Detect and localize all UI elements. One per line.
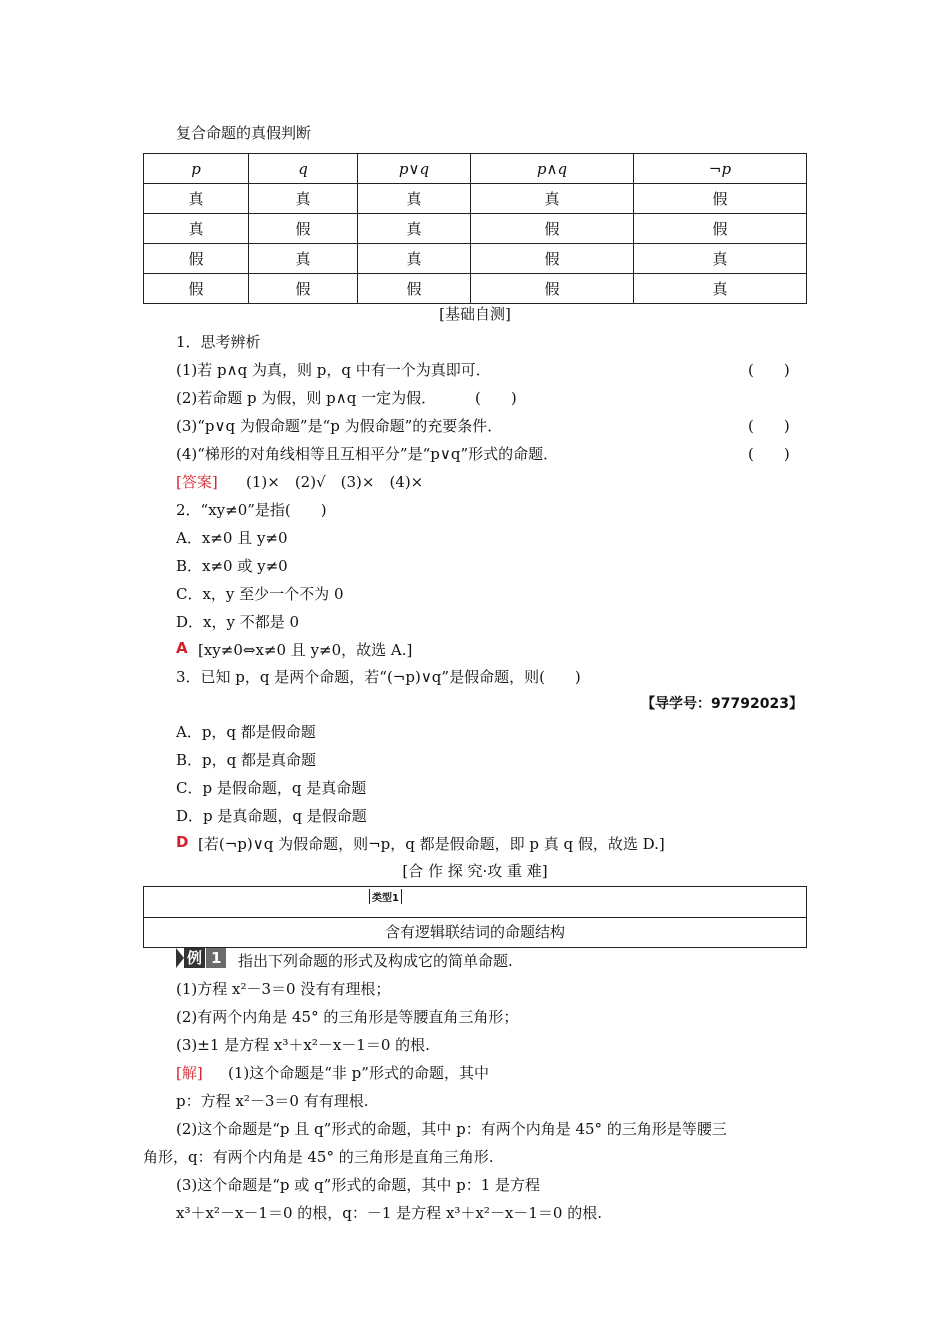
table-cell: 假 xyxy=(249,274,358,304)
truth-table xyxy=(143,153,807,304)
q3-option-d: D．p 是真命题，q 是假命题 xyxy=(176,807,367,825)
solution-line-6: x³＋x²－x－1＝0 的根，q：－1 是方程 x³＋x²－x－1＝0 的根. xyxy=(176,1204,602,1222)
q1-item-2-paren: ( ) xyxy=(475,389,517,407)
triangle-arrow-icon xyxy=(176,948,184,968)
q3-answer-letter: D xyxy=(176,833,189,851)
solution-line-2: p：方程 x²－3＝0 有有理根. xyxy=(176,1092,369,1110)
table-row xyxy=(144,274,807,304)
self-test-heading: [基础自测] xyxy=(439,305,511,323)
q3-option-a: A．p，q 都是假命题 xyxy=(176,723,316,741)
q3-guide-number: 【导学号：97792023】 xyxy=(641,696,803,712)
table-cell: 假 xyxy=(471,244,634,274)
q2-option-c: C．x，y 至少一个不为 0 xyxy=(176,585,344,603)
coop-heading: [合 作 探 究·攻 重 难] xyxy=(402,862,548,880)
table-cell: 真 xyxy=(634,274,807,304)
type-tag: 类型1 xyxy=(369,889,402,904)
table-header-cell: p∨q xyxy=(358,154,471,184)
solution-label: [解] xyxy=(176,1064,203,1082)
table-header-cell: ¬p xyxy=(634,154,807,184)
table-row xyxy=(144,184,807,214)
q1-item-1: (1)若 p∧q 为真，则 p，q 中有一个为真即可． xyxy=(176,361,491,379)
q1-item-2: (2)若命题 p 为假，则 p∧q 一定为假． xyxy=(176,389,437,407)
table-cell: 真 xyxy=(249,184,358,214)
table-cell: 假 xyxy=(358,274,471,304)
table-cell: 真 xyxy=(358,184,471,214)
table-header-cell: q xyxy=(249,154,358,184)
table-row xyxy=(144,214,807,244)
q1-item-3: (3)“p∨q 为假命题”是“p 为假命题”的充要条件． xyxy=(176,417,503,435)
table-cell: 真 xyxy=(471,184,634,214)
table-cell: 假 xyxy=(144,244,249,274)
q3-title: 3．已知 p，q 是两个命题，若“(¬p)∨q”是假命题，则( ) xyxy=(176,668,581,686)
example-item-1: (1)方程 x²－3＝0 没有有理根； xyxy=(176,980,391,998)
table-cell: 真 xyxy=(144,184,249,214)
type-box-divider xyxy=(144,917,806,918)
q1-answer-text: (1)× (2)√ (3)× (4)× xyxy=(246,473,424,491)
q2-option-a: A．x≠0 且 y≠0 xyxy=(176,529,288,547)
table-cell: 真 xyxy=(249,244,358,274)
section-heading: 复合命题的真假判断 xyxy=(176,124,312,142)
table-cell: 真 xyxy=(144,214,249,244)
q3-option-c: C．p 是假命题，q 是真命题 xyxy=(176,779,367,797)
type-box-title: 含有逻辑联结词的命题结构 xyxy=(384,923,565,941)
table-cell: 假 xyxy=(144,274,249,304)
table-header-cell: p∧q xyxy=(471,154,634,184)
solution-line-1: (1)这个命题是“非 p”形式的命题，其中 xyxy=(228,1064,489,1082)
example-item-3: (3)±1 是方程 x³＋x²－x－1＝0 的根. xyxy=(176,1036,430,1054)
table-cell: 假 xyxy=(471,274,634,304)
example-word: 例 xyxy=(184,948,205,968)
table-cell: 假 xyxy=(634,214,807,244)
q2-option-d: D．x，y 不都是 0 xyxy=(176,613,300,631)
q3-answer-text: [若(¬p)∨q 为假命题，则¬p，q 都是假命题，即 p 真 q 假，故选 D.] xyxy=(198,835,665,853)
table-cell: 假 xyxy=(471,214,634,244)
q3-option-b: B．p，q 都是真命题 xyxy=(176,751,316,769)
example-number: 1 xyxy=(206,948,226,968)
solution-line-5: (3)这个命题是“p 或 q”形式的命题，其中 p：1 是方程 xyxy=(176,1176,541,1194)
example-prompt: 指出下列命题的形式及构成它的简单命题. xyxy=(238,952,513,970)
q1-title: 1．思考辨析 xyxy=(176,333,261,351)
q1-item-3-paren: ( ) xyxy=(748,417,790,435)
q1-item-1-paren: ( ) xyxy=(748,361,790,379)
table-cell: 真 xyxy=(358,244,471,274)
table-cell: 假 xyxy=(249,214,358,244)
solution-line-4: 角形，q：有两个内角是 45° 的三角形是直角三角形. xyxy=(143,1148,494,1166)
q1-item-4: (4)“梯形的对角线相等且互相平分”是“p∨q”形式的命题． xyxy=(176,445,559,463)
table-cell: 假 xyxy=(634,184,807,214)
q1-item-4-paren: ( ) xyxy=(748,445,790,463)
example-badge xyxy=(176,948,226,968)
table-cell: 真 xyxy=(358,214,471,244)
q2-answer-letter: A xyxy=(176,639,188,657)
q2-answer-text: [xy≠0⇔x≠0 且 y≠0，故选 A.] xyxy=(198,641,413,659)
q1-answer-label: [答案] xyxy=(176,473,218,491)
q2-title: 2．“xy≠0”是指( ) xyxy=(176,501,327,519)
type-box xyxy=(143,886,807,948)
table-header-row xyxy=(144,154,807,184)
table-cell: 真 xyxy=(634,244,807,274)
q2-option-b: B．x≠0 或 y≠0 xyxy=(176,557,288,575)
example-item-2: (2)有两个内角是 45° 的三角形是等腰直角三角形； xyxy=(176,1008,519,1026)
table-header-cell: p xyxy=(144,154,249,184)
solution-line-3: (2)这个命题是“p 且 q”形式的命题，其中 p：有两个内角是 45° 的三角形是等腰三 xyxy=(176,1120,727,1138)
table-row xyxy=(144,244,807,274)
